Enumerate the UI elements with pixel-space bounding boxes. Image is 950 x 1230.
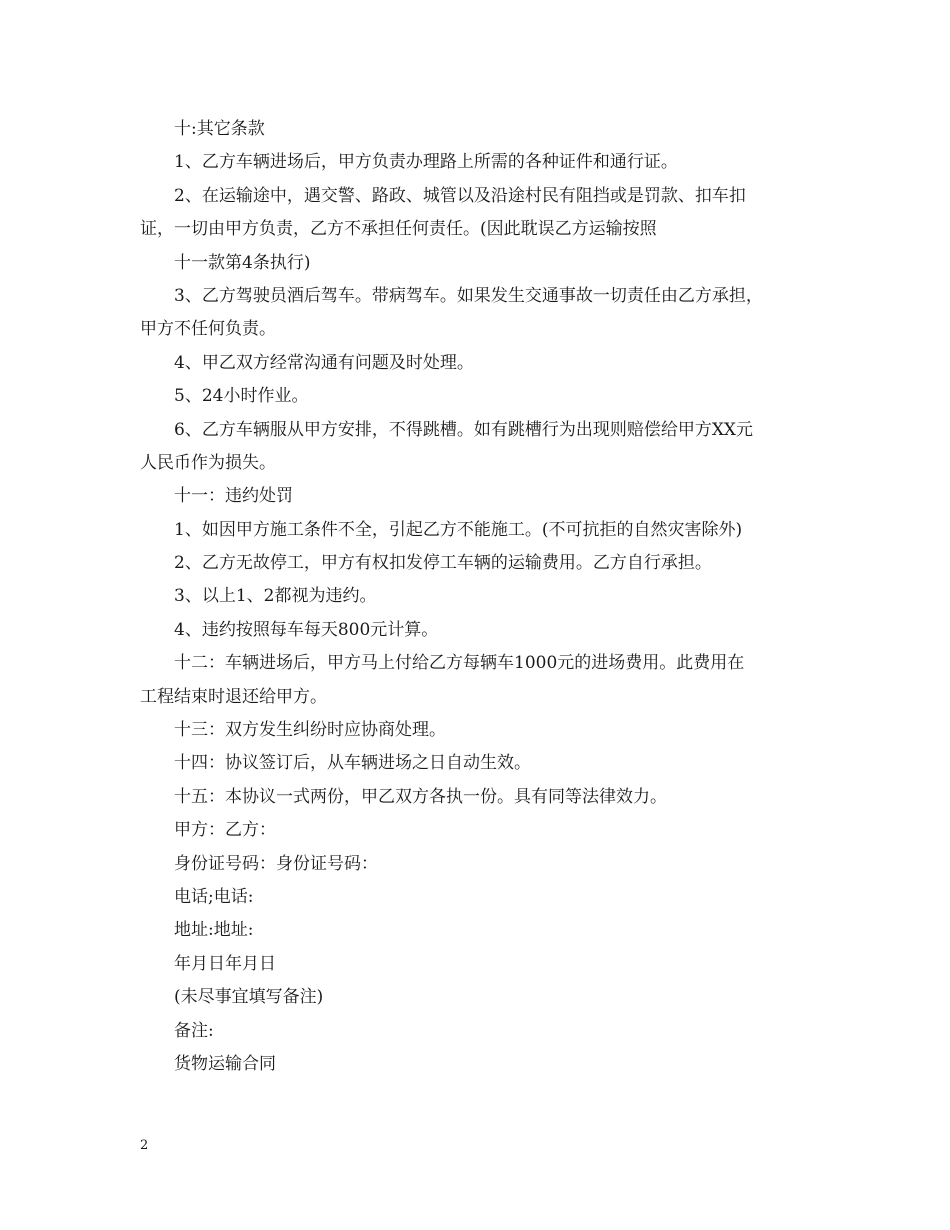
text-line: 3、乙方驾驶员酒后驾车。带病驾车。如果发生交通事故一切责任由乙方承担， [174, 285, 763, 306]
text-line: 电话;电话: [174, 886, 254, 907]
text-line: 3、以上1、2都视为违约。 [174, 586, 377, 607]
text-line: 甲方不任何负责。 [140, 319, 276, 340]
text-line: (未尽事宜填写备注) [174, 987, 324, 1008]
text-line: 4、甲乙双方经常沟通有问题及时处理。 [174, 352, 474, 373]
text-line: 人民币作为损失。 [140, 452, 276, 473]
page-number: 2 [140, 1138, 149, 1153]
text-line: 6、乙方车辆服从甲方安排，不得跳槽。如有跳槽行为出现则赔偿给甲方XX元 [174, 419, 754, 440]
text-line: 十三：双方发生纠纷时应协商处理。 [174, 720, 446, 741]
text-line: 身份证号码：身份证号码： [174, 853, 378, 874]
text-line: 5、24小时作业。 [174, 386, 309, 407]
text-line: 地址:地址: [174, 920, 254, 941]
document-body [140, 113, 815, 1081]
text-line: 十四：协议签订后，从车辆进场之日自动生效。 [174, 753, 531, 774]
text-line: 甲方：乙方： [174, 820, 276, 841]
text-line: 4、违约按照每车每天800元计算。 [174, 619, 439, 640]
text-line: 工程结束时退还给甲方。 [140, 686, 327, 707]
text-line: 2、乙方无故停工，甲方有权扣发停工车辆的运输费用。乙方自行承担。 [174, 553, 712, 574]
text-line: 货物运输合同 [174, 1053, 276, 1074]
text-line: 十:其它条款 [174, 119, 265, 139]
text-line: 十一款第4条执行) [174, 252, 311, 273]
text-line: 1、乙方车辆进场后，甲方负责办理路上所需的各种证件和通行证。 [174, 152, 678, 173]
text-line: 备注: [174, 1020, 214, 1041]
text-line: 十二：车辆进场后，甲方马上付给乙方每辆车1000元的进场费用。此费用在 [174, 653, 745, 674]
text-line: 2、在运输途中，遇交警、路政、城管以及沿途村民有阻挡或是罚款、扣车扣 [174, 185, 746, 206]
text-line: 1、如因甲方施工条件不全，引起乙方不能施工。(不可抗拒的自然灾害除外) [174, 519, 743, 540]
text-line: 十一：违约处罚 [174, 486, 293, 507]
text-line: 十五：本协议一式两份，甲乙双方各执一份。具有同等法律效力。 [174, 786, 667, 807]
text-line: 证，一切由甲方负责，乙方不承担任何责任。(因此耽误乙方运输按照 [140, 219, 657, 240]
text-line: 年月日年月日 [174, 953, 276, 974]
